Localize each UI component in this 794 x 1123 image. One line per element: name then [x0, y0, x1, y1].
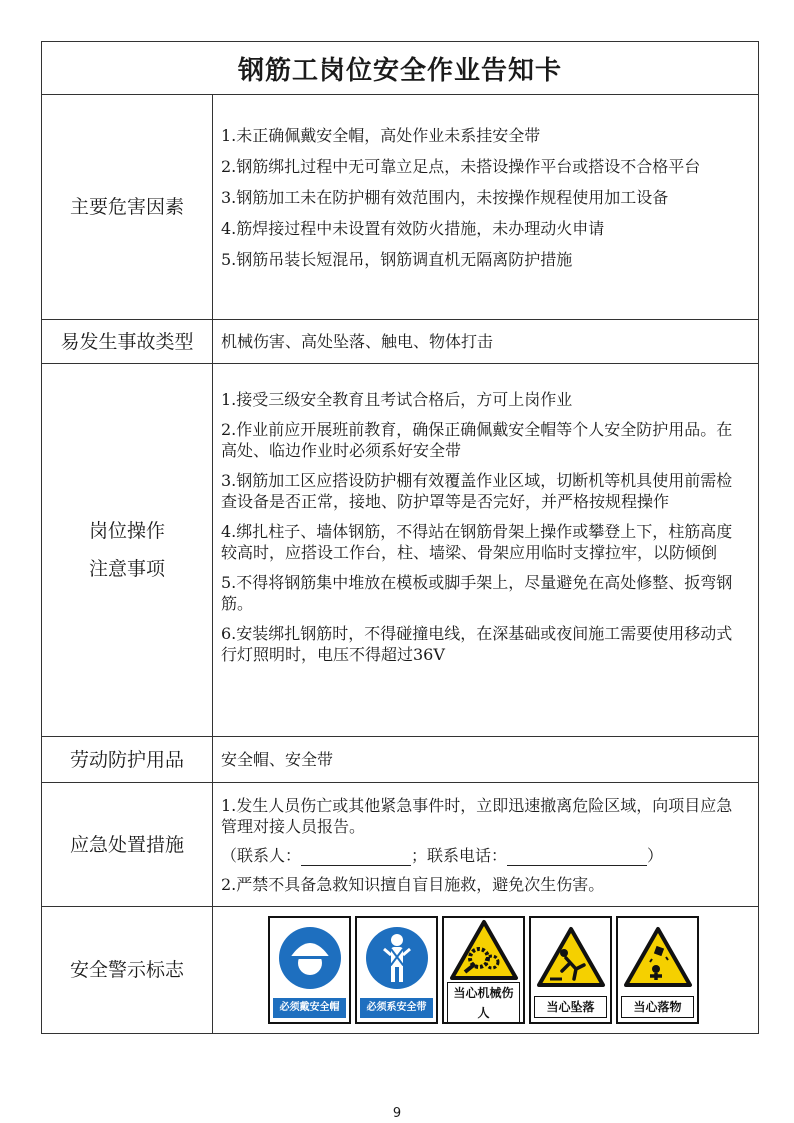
sign-wear-helmet	[268, 916, 351, 1024]
hazards-content	[213, 95, 758, 319]
emergency-item: 1.发生人员伤亡或其他紧急事件时，立即迅速撤离危险区域，向项目应急管理对接人员报告。	[221, 796, 733, 836]
accidents-label: 易发生事故类型	[42, 320, 213, 363]
hazard-item: 1.未正确佩戴安全帽，高处作业未系挂安全带	[221, 126, 541, 145]
contact-mid: ；联系电话：	[411, 846, 508, 865]
falling-person-icon	[536, 925, 606, 989]
gears-hand-icon	[449, 918, 519, 982]
emergency-row	[42, 783, 758, 907]
note-item: 4.绑扎柱子、墙体钢筋，不得站在钢筋骨架上操作或攀登上下，柱筋高度较高时，应搭设工作台，柱、墙梁、骨架应用临时支撑拉牢，以防倾倒	[221, 522, 733, 562]
notes-label	[42, 364, 213, 736]
helmet-icon	[277, 925, 343, 991]
contact-person-blank	[301, 847, 411, 866]
emergency-item: 2.严禁不具备急救知识擅自盲目施救，避免次生伤害。	[221, 875, 605, 894]
signs-content	[213, 907, 758, 1033]
note-item: 3.钢筋加工区应搭设防护棚有效覆盖作业区域，切断机等机具使用前需检查设备是否正常，接地、防护罩等是否完好，并严格按规程操作	[221, 471, 733, 511]
safety-harness-icon	[364, 925, 430, 991]
hazard-item: 2.钢筋绑扎过程中无可靠立足点，未搭设操作平台或搭设不合格平台	[221, 157, 701, 176]
note-item: 6.安装绑扎钢筋时，不得碰撞电线，在深基础或夜间施工需要使用移动式行灯照明时，电压不得超过36V	[221, 624, 733, 664]
signs-label: 安全警示标志	[42, 907, 213, 1033]
contact-suffix: ）	[647, 846, 664, 865]
note-item: 1.接受三级安全教育且考试合格后，方可上岗作业	[221, 390, 573, 409]
ppe-text: 安全帽、安全带	[221, 750, 334, 769]
notes-content	[213, 364, 758, 736]
contact-phone-blank	[507, 847, 647, 866]
card-title: 钢筋工岗位安全作业告知卡	[42, 42, 758, 95]
ppe-content	[213, 737, 758, 782]
falling-object-icon	[623, 925, 693, 989]
hazard-item: 4.筋焊接过程中未设置有效防火措施，未办理动火申请	[221, 219, 605, 238]
ppe-row	[42, 737, 758, 783]
sign-falling	[529, 916, 612, 1024]
sign-caption: 当心落物	[621, 996, 694, 1018]
hazard-item: 5.钢筋吊装长短混吊，钢筋调直机无隔离防护措施	[221, 250, 573, 269]
note-item: 5.不得将钢筋集中堆放在模板或脚手架上，尽量避免在高处修整、扳弯钢筋。	[221, 573, 733, 613]
emergency-contact	[221, 845, 748, 866]
page-number: 9	[392, 1106, 402, 1121]
emergency-content	[213, 783, 758, 906]
signs-row	[42, 907, 758, 1033]
hazards-label: 主要危害因素	[42, 95, 213, 319]
ppe-label: 劳动防护用品	[42, 737, 213, 782]
hazard-item: 3.钢筋加工未在防护棚有效范围内，未按操作规程使用加工设备	[221, 188, 669, 207]
sign-machinery	[442, 916, 525, 1024]
note-item: 2.作业前应开展班前教育，确保正确佩戴安全帽等个人安全防护用品。在高处、临边作业时必须系好安全带	[221, 420, 733, 460]
contact-prefix: （联系人：	[221, 846, 302, 865]
sign-caption: 必须戴安全帽	[273, 998, 346, 1018]
notes-label-line2: 注意事项	[88, 558, 165, 580]
sign-falling-objects	[616, 916, 699, 1024]
accidents-row	[42, 320, 758, 364]
notice-card	[41, 41, 759, 1034]
sign-wear-harness	[355, 916, 438, 1024]
notes-row	[42, 364, 758, 737]
sign-caption: 当心坠落	[534, 996, 607, 1018]
notes-label-line1: 岗位操作	[88, 520, 165, 542]
sign-caption: 必须系安全带	[360, 998, 433, 1018]
emergency-label: 应急处置措施	[42, 783, 213, 906]
accidents-text: 机械伤害、高处坠落、触电、物体打击	[221, 332, 494, 351]
accidents-content	[213, 320, 758, 363]
hazards-row	[42, 95, 758, 320]
sign-caption: 当心机械伤人	[447, 982, 520, 1024]
